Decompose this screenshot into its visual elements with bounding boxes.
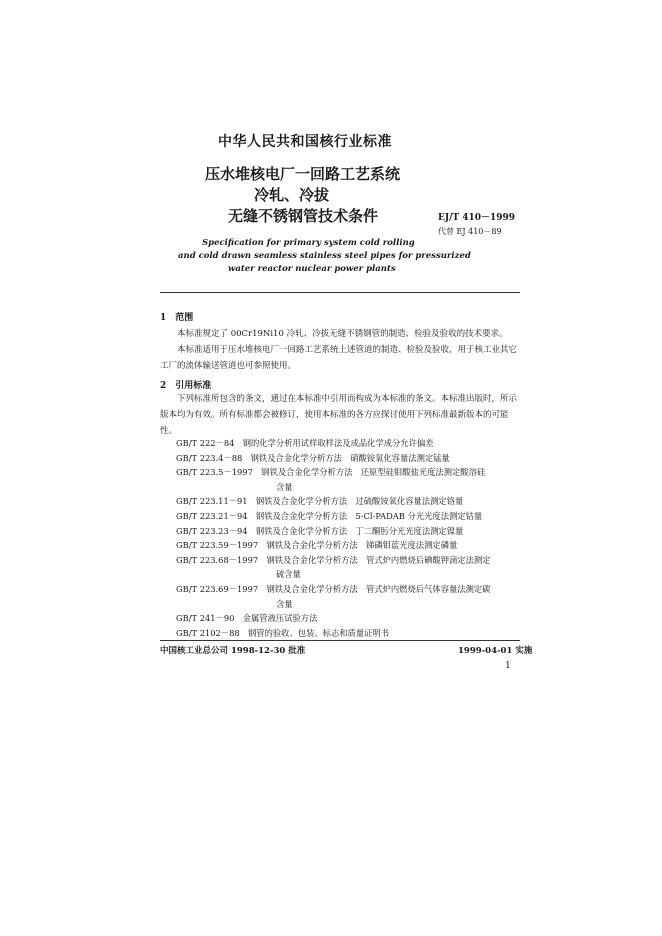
standard-code: EJ/T 410－1999 <box>438 213 516 223</box>
reference-item: GB/T 222－84 钢的化学分析用试样取样法及成品化学成分允许偏差 <box>176 438 434 448</box>
reference-item: GB/T 223.68－1997 钢铁及合金化学分析方法 管式炉内燃烧后碘酸钾滴定法测定 硫含量 <box>176 554 491 580</box>
section-2-heading: 2 引用标准 <box>160 381 212 391</box>
reference-item: GB/T 223.4－88 钢铁及合金化学分析方法 硝酸铵氧化容量法测定锰量 <box>176 452 450 463</box>
english-title-line-1: Specification for primary system cold rolling <box>202 238 415 248</box>
reference-item: GB/T 223.59－1997 钢铁及合金化学分析方法 锑磷钼蓝光度法测定磷量 <box>176 540 458 551</box>
section-2-intro: 下列标准所包含的条文，通过在本标准中引用而构成为本标准的条文。本标准出版时，所示版本均为有效。所有标准都会被修订，使用本标准的各方应探讨使用下列标准最新版本的可能性。 <box>160 394 518 436</box>
reference-item: GB/T 2102－88 钢管的验收、包装、标志和质量证明书 <box>176 627 390 638</box>
standard-type: 中华人民共和国核行业标准 <box>218 134 392 150</box>
reference-item: GB/T 241－90 金属管液压试验方法 <box>176 613 318 624</box>
section-1-paragraph: 本标准适用于压水堆核电厂一回路工艺系统上述管道的制造、检验及验收，用于核工业其它工厂的流体输送管道也可参照使用。 <box>160 345 518 371</box>
section-1-paragraph: 本标准规定了 00Cr19Ni10 冷轧、冷拔无缝不锈钢管的制造、检验及验收的技术要求。 <box>177 329 508 339</box>
reference-item: GB/T 223.69－1997 钢铁及合金化学分析方法 管式炉内燃烧后气体容量法测定碳 含量 <box>176 583 491 609</box>
supersedes-code: 代替 EJ 410－89 <box>438 227 502 236</box>
reference-item: GB/T 223.21－94 钢铁及合金化学分析方法 5-Cl-PADAB 分光光度法测定钴量 <box>176 510 483 521</box>
reference-list <box>176 436 520 640</box>
reference-item: GB/T 223.5－1997 钢铁及合金化学分析方法 还原型硅钼酸盐光度法测定酸溶硅 含量 <box>176 467 486 492</box>
title-line-3: 无缝不锈钢管技术条件 <box>228 207 379 225</box>
reference-item: GB/T 223.11－91 钢铁及合金化学分析方法 过硫酸铵氧化容量法测定铬量 <box>176 496 464 507</box>
footer-divider <box>160 640 520 641</box>
title-line-2: 冷轧、冷拔 <box>254 186 330 204</box>
approval-line: 中国核工业总公司 1998-12-30 批准 <box>160 646 306 656</box>
reference-item: GB/T 223.23－94 钢铁及合金化学分析方法 丁二酮肟分光光度法测定镍量 <box>176 525 464 536</box>
page-number: 1 <box>505 661 511 671</box>
title-line-1: 压水堆核电厂一回路工艺系统 <box>205 165 401 183</box>
english-title-line-2: and cold drawn seamless stainless steel pipes for pressurized <box>178 251 471 261</box>
section-1-heading: 1 范围 <box>160 313 194 323</box>
standard-code-block <box>438 210 515 237</box>
section-1-body <box>160 326 520 374</box>
implementation-date: 1999-04-01 实施 <box>458 646 533 656</box>
header-divider <box>160 292 520 293</box>
english-title-line-3: water reactor nuclear power plants <box>228 264 396 274</box>
